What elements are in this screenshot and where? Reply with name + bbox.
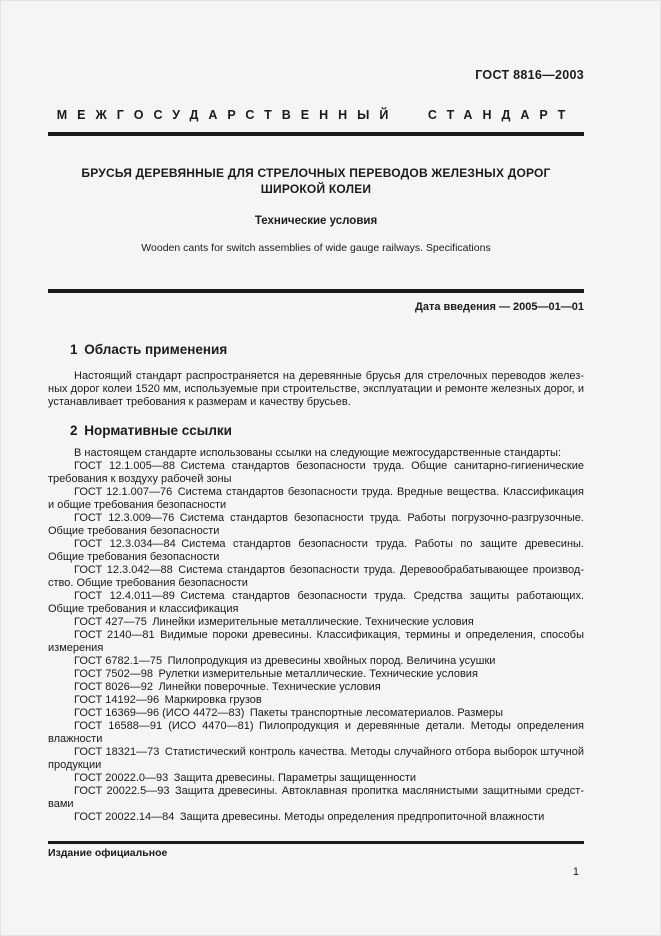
reference-item: ГОСТ 6782.1—75 Пилопродукция из древесины хвойных пород. Величина усушки: [74, 655, 496, 667]
reference-item: ГОСТ 12.3.034—84 Система стандартов безопасности труда. Работы по защите древесины. Общие требования безопасности: [48, 538, 584, 563]
reference-item: ГОСТ 16588—91 (ИСО 4470—81) Пилопродукция и деревянные детали. Методы определения влажности: [48, 720, 584, 745]
reference-item: ГОСТ 427—75 Линейки измерительные металлические. Технические условия: [74, 616, 474, 628]
reference-item: ГОСТ 12.3.009—76 Система стандартов безопасности труда. Работы погрузочно-разгрузочные. Общие требования безопасности: [48, 512, 584, 537]
reference-item: ГОСТ 2140—81 Видимые пороки древесины. Классификация, термины и определения, способы измерения: [48, 629, 584, 654]
page-content: [1, 67, 660, 879]
reference-item: ГОСТ 20022.14—84 Защита древесины. Методы определения предпропиточной влажности: [74, 811, 545, 823]
doc-title-ru: БРУСЬЯ ДЕРЕВЯННЫЕ ДЛЯ СТРЕЛОЧНЫХ ПЕРЕВОДОВ ЖЕЛЕЗНЫХ ДОРОГ ШИРОКОЙ КОЛЕИ: [81, 166, 551, 196]
reference-item: ГОСТ 20022.5—93 Защита древесины. Автоклавная пропитка маслянистыми защитными средствами: [48, 785, 584, 810]
reference-item: ГОСТ 8026—92 Линейки поверочные. Технические условия: [74, 681, 381, 693]
doc-title-en: Wooden cants for switch assemblies of wide gauge railways. Specifications: [141, 242, 491, 254]
doc-number: ГОСТ 8816—2003: [475, 68, 584, 82]
section-1-heading: 1 Область применения: [70, 342, 228, 357]
reference-item: ГОСТ 16369—96 (ИСО 4472—83) Пакеты транспортные лесоматериалов. Размеры: [74, 707, 504, 719]
standard-kind-banner: МЕЖГОСУДАРСТВЕННЫЙ СТАНДАРТ: [56, 108, 576, 122]
footer-rule: [48, 841, 584, 844]
reference-item: ГОСТ 7502—98 Рулетки измерительные металлические. Технические условия: [74, 668, 478, 680]
header-rule: [48, 132, 584, 136]
reference-item: ГОСТ 12.1.007—76 Система стандартов безопасности труда. Вредные вещества. Классификация и общие требования безопасности: [48, 486, 584, 511]
doc-subtitle-ru: Технические условия: [254, 215, 378, 227]
reference-item: ГОСТ 20022.0—93 Защита древесины. Параметры защищенности: [74, 772, 417, 784]
references-list: [48, 460, 584, 824]
references-intro: В настоящем стандарте использованы ссылки на следующие межгосударственные стандарты:: [74, 447, 562, 459]
page-number: 1: [572, 866, 579, 878]
reference-item: ГОСТ 12.4.011—89 Система стандартов безопасности труда. Средства защиты работающих. Общие требования и классификация: [48, 590, 584, 615]
reference-item: ГОСТ 12.1.005—88 Система стандартов безопасности труда. Общие санитарно-гигиенические требования к воздуху рабочей зоны: [48, 460, 584, 485]
reference-item: ГОСТ 14192—96 Маркировка грузов: [74, 694, 262, 706]
effective-date: Дата введения — 2005—01—01: [415, 301, 584, 313]
section-2-heading: 2 Нормативные ссылки: [70, 423, 232, 438]
reference-item: ГОСТ 12.3.042—88 Система стандартов безопасности труда. Деревообрабатывающее производство. Общие требования безопасности: [48, 564, 584, 589]
reference-item: ГОСТ 18321—73 Статистический контроль качества. Методы случайного отбора выборок штучной продукции: [48, 746, 584, 771]
title-block-rule: [48, 289, 584, 293]
section-1-paragraph: Настоящий стандарт распространяется на деревянные брусья для стрелочных переводов железных дорог колеи 1520 мм, используемые при строительстве, эксплуатации и ремонте железных дорог, и устанавливает требования к размерам и качеству брусьев.: [48, 370, 584, 408]
edition-note: Издание официальное: [48, 847, 168, 859]
